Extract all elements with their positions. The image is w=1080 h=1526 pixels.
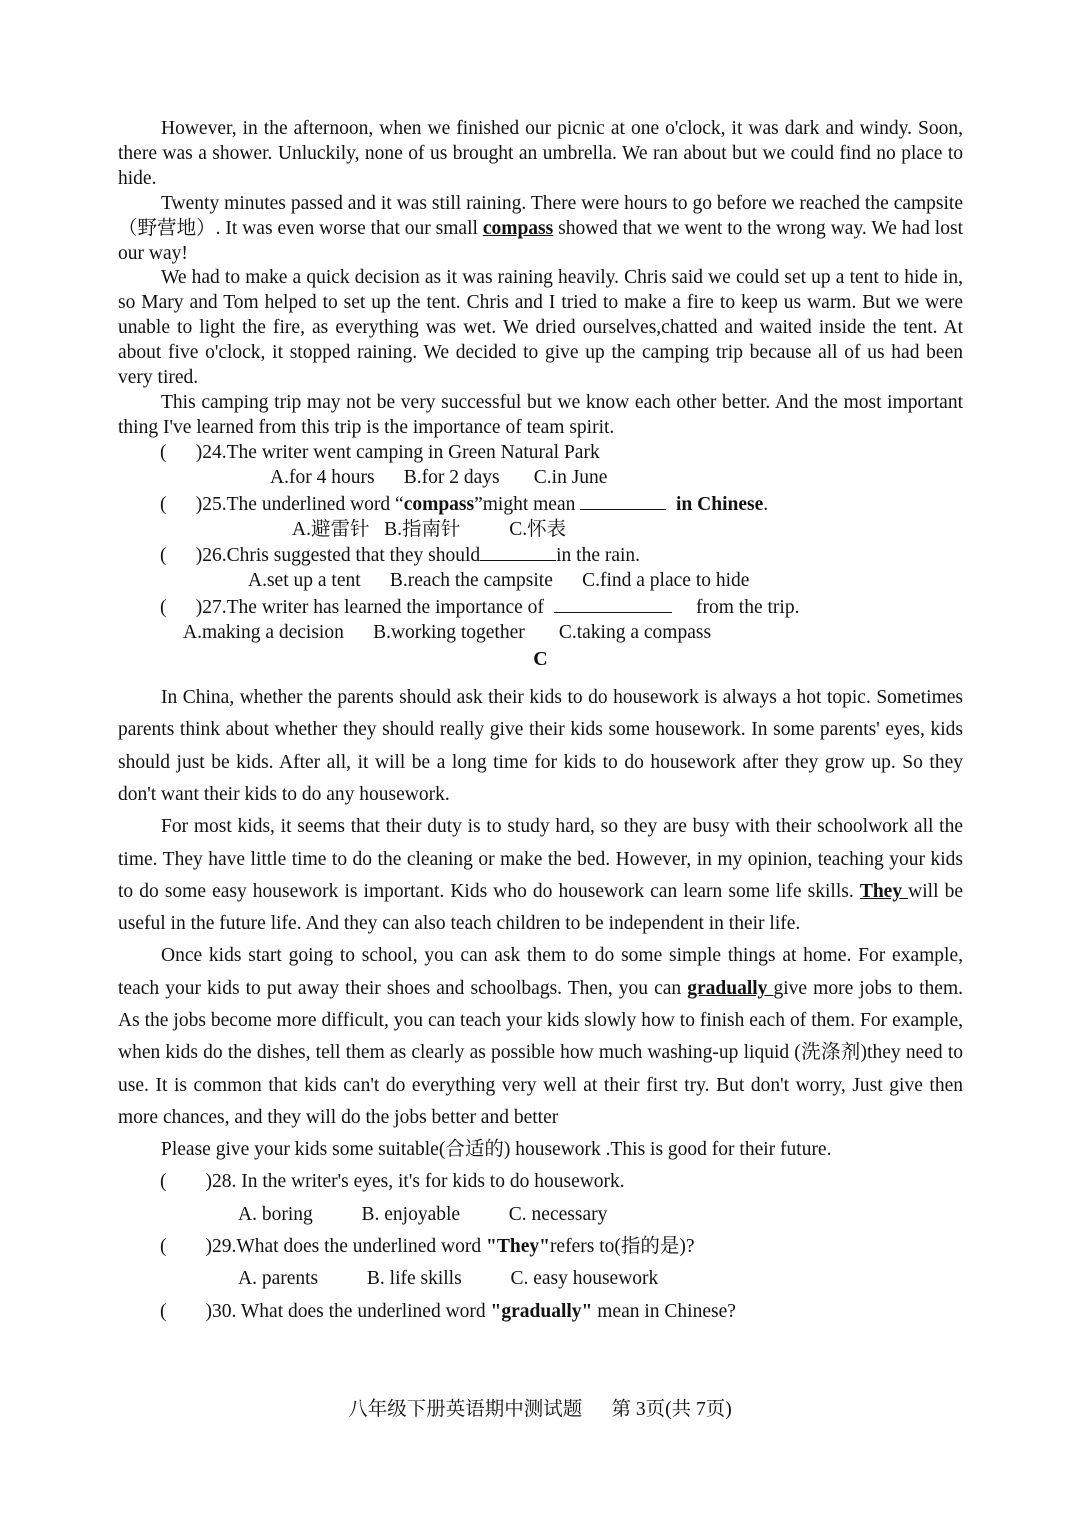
answer-bracket[interactable]: ( ) (160, 1300, 212, 1322)
answer-bracket[interactable]: ( ) (160, 493, 203, 515)
paragraph-c2 (118, 811, 963, 940)
question-stem: mean in Chinese? (592, 1300, 736, 1322)
underlined-word-they: They (859, 880, 909, 902)
paragraph-b3 (118, 266, 963, 391)
question-stem: 28. In the writer's eyes, it's for kids to do housework. (212, 1171, 625, 1193)
question-26 (160, 542, 963, 569)
question-stem: 30. What does the underlined word (212, 1300, 491, 1322)
question-stem: 26.Chris suggested that they should (202, 545, 481, 567)
question-stem: from the trip. (696, 597, 800, 619)
section-c-heading: C (533, 648, 548, 671)
question-keyword: in Chinese (676, 493, 764, 515)
question-30 (160, 1296, 963, 1328)
question-stem: in the rain. (556, 545, 641, 567)
question-27-options: A.making a decision B.working together C.taking a compass (183, 622, 712, 644)
question-stem: 29.What does the underlined word (212, 1236, 487, 1258)
question-keyword: "They" (486, 1236, 550, 1258)
paragraph-text: will be useful in the future life. And they can also teach children to be independent in their life. (118, 880, 963, 935)
question-28 (160, 1166, 963, 1198)
paragraph-c3 (118, 940, 963, 1134)
paragraph-text: However, in the afternoon, when we finished our picnic at one o'clock, it was dark and windy. Soon, there was a shower. Unluckily, none of us brought an umbrella. We ran about but we could find no place to hide. (118, 118, 963, 189)
question-stem: 24.The writer went camping in Green Natural Park (202, 441, 600, 463)
question-25 (160, 491, 963, 518)
question-29 (160, 1231, 963, 1263)
question-keyword: "gradually" (490, 1300, 593, 1322)
question-stem: refers to(指的是)? (549, 1236, 695, 1258)
paragraph-text: We had to make a quick decision as it was raining heavily. Chris said we could set up a tent to hide in, so Mary and Tom helped to set up the tent. Chris and I tried to make a fire to keep us warm. But we were unable to light the fire, as everything was wet. We dried ourselves,chatted and waited inside the tent. At about five o'clock, it stopped raining. We decided to give up the camping trip because all of us had been very tired. (118, 267, 963, 389)
answer-bracket[interactable]: ( ) (160, 545, 203, 567)
question-25-options: A.避雷针 B.指南针 C.怀表 (292, 518, 567, 540)
answer-bracket[interactable]: ( ) (160, 441, 203, 463)
paragraph-text: In China, whether the parents should ask their kids to do housework is always a hot topic. Sometimes parents think about whether they should really give their kids some housework. In some parents' eyes, kids should just be kids. After all, it will be a long time for kids to do housework after they grow up. So they don't want their kids to do any housework. (118, 687, 963, 805)
question-29-options: A. parents B. life skills C. easy housework (238, 1268, 659, 1290)
answer-blank[interactable] (480, 542, 556, 561)
question-24-options: A.for 4 hours B.for 2 days C.in June (270, 466, 608, 488)
paragraph-text: showed that we went to the wrong way. We had lost our way! (118, 217, 963, 264)
paragraph-text: give more jobs to them. As the jobs become more difficult, you can teach your kids slowly how to finish each of them. For example, when kids do the dishes, tell them as clearly as possible how much washing-up liquid (洗涤剂)they need to use. It is common that kids can't do everything very well at their first try. But don't worry, Just give then more chances, and they will do the jobs better and better (118, 977, 963, 1128)
answer-blank[interactable] (554, 594, 672, 613)
answer-blank[interactable] (580, 491, 666, 510)
paragraph-text: For most kids, it seems that their duty is to study hard, so they are busy with their schoolwork all the time. They have little time to do the cleaning or make the bed. However, in my opinion, teaching your kids to do some easy housework is important. Kids who do housework can learn some life skills. (118, 816, 963, 902)
question-stem: 25.The underlined word “ (202, 493, 404, 515)
paragraph-c1 (118, 682, 963, 811)
answer-bracket[interactable]: ( ) (160, 1171, 212, 1193)
answer-bracket[interactable]: ( ) (160, 597, 203, 619)
exam-page (118, 117, 963, 1328)
question-27 (160, 594, 963, 621)
paragraph-text: Twenty minutes passed and it was still raining. There were hours to go before we reached the campsite（野营地）. It was even worse that our small (118, 192, 963, 239)
page-footer: 八年级下册英语期中测试题 第 3页(共 7页) (348, 1399, 732, 1420)
paragraph-b1 (118, 117, 963, 192)
answer-bracket[interactable]: ( ) (160, 1236, 212, 1258)
paragraph-text: Once kids start going to school, you can ask them to do some simple things at home. For example, teach your kids to put away their shoes and schoolbags. Then, you can (118, 945, 963, 999)
question-26-options: A.set up a tent B.reach the campsite C.find a place to hide (248, 570, 750, 592)
question-24 (160, 441, 963, 466)
paragraph-b4 (118, 391, 963, 441)
underlined-word-compass: compass (482, 217, 554, 239)
underlined-word-gradually: gradually (687, 977, 774, 999)
question-stem: 27.The writer has learned the importance of (202, 597, 554, 619)
question-28-options: A. boring B. enjoyable C. necessary (238, 1203, 608, 1225)
paragraph-c4 (118, 1134, 963, 1166)
question-stem: ”might mean (474, 493, 581, 515)
paragraph-b2 (118, 192, 963, 267)
paragraph-text: This camping trip may not be very successful but we know each other better. And the most important thing I've learned from this trip is the importance of team spirit. (118, 391, 963, 438)
question-stem: . (763, 493, 769, 515)
paragraph-text: Please give your kids some suitable(合适的) housework .This is good for their future. (161, 1139, 832, 1161)
question-keyword: compass (403, 493, 475, 515)
